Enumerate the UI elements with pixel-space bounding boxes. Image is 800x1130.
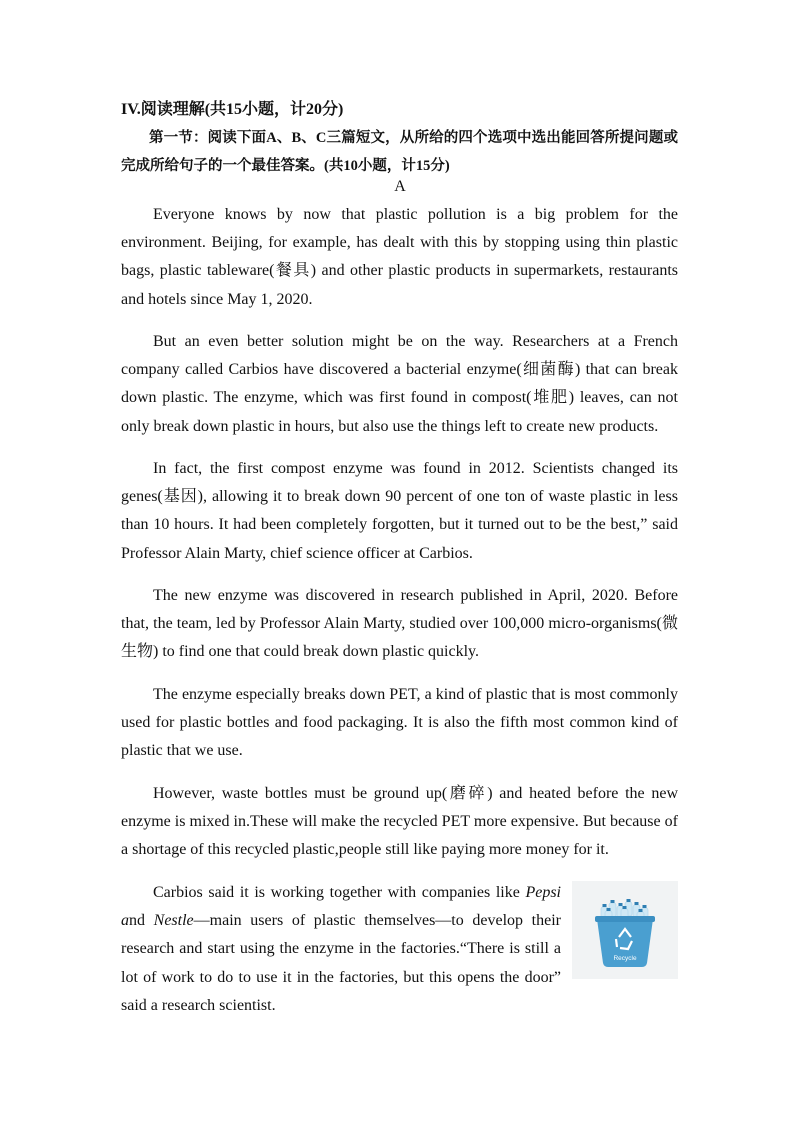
instructions: 第一节：阅读下面A、B、C三篇短文，从所给的四个选项中选出能回答所提问题或完成所给句子的一个最佳答案。(共10小题，计15分): [121, 130, 678, 174]
bottle-cap: [639, 909, 643, 912]
bottle-cap: [607, 908, 611, 911]
bottle-cap: [603, 904, 607, 907]
recycle-label: Recycle: [613, 955, 637, 962]
paragraph-7-text-b: nd: [129, 912, 154, 930]
bottle-cap: [627, 899, 631, 902]
paragraph-3: In fact, the first compost enzyme was found in 2012. Scientists changed its genes(基因), allowing it to break down 90 percent of one ton of waste plastic in less than 10 hours. It had been completely forgotten, but it turned out to be the best,” said Professor Alain Marty, chief science officer at Carbios.: [121, 460, 678, 562]
paragraph-7-text-a: Carbios said it is working together with companies like: [153, 884, 526, 901]
paragraph-1: Everyone knows by now that plastic pollution is a big problem for the environment. Beijing, for example, has dealt with this by stopping using thin plastic bags, plastic tableware(餐具) and other plastic products in supermarkets, restaurants and hotels since May 1, 2020.: [121, 206, 678, 308]
paragraph-5: The enzyme especially breaks down PET, a kind of plastic that is most commonly used for plastic bottles and food packaging. It is also the fifth most common kind of plastic that we use.: [121, 686, 678, 760]
recycle-bin-icon: [572, 881, 678, 979]
bottle-cap: [635, 902, 639, 905]
paragraph-7-text-c: —main users of plastic themselves—to develop their research and start using the enzyme in the factories.“There is still a lot of work to do to use it in the factories, but this opens the door” said a research scientist.: [121, 912, 562, 1014]
bottle-cap: [619, 903, 623, 906]
company-nestle: Nestle: [153, 912, 194, 930]
recycle-bin-image: [572, 881, 678, 979]
paragraph-2: But an even better solution might be on the way. Researchers at a French company called Carbios have discovered a bacterial enzyme(细菌酶) that can break down plastic. The enzyme, which was first found in compost(堆肥) leaves, can not only break down plastic in hours, but also use the things left to create new products.: [121, 333, 678, 435]
company-pepsi: Pepsi: [525, 884, 561, 901]
paragraph-4: The new enzyme was discovered in research published in April, 2020. Before that, the team, led by Professor Alain Marty, studied over 100,000 micro-organisms(微生物) to find one that could break down plastic quickly.: [121, 587, 678, 661]
paragraph-7: [121, 879, 561, 1020]
bottle-cap: [623, 906, 627, 909]
bottle-cap: [643, 905, 647, 908]
bottle-cap: [611, 900, 615, 903]
section-title: IV.阅读理解(共15小题，计20分): [121, 101, 344, 118]
italic-a: a: [121, 912, 129, 930]
paragraph-6: However, waste bottles must be ground up(磨碎) and heated before the new enzyme is mixed in.These will make the recycled PET more expensive. But because of a shortage of this recycled plastic,people still like paying more money for it.: [121, 785, 678, 859]
bin-rim: [595, 916, 655, 922]
passage-label: A: [394, 178, 406, 195]
